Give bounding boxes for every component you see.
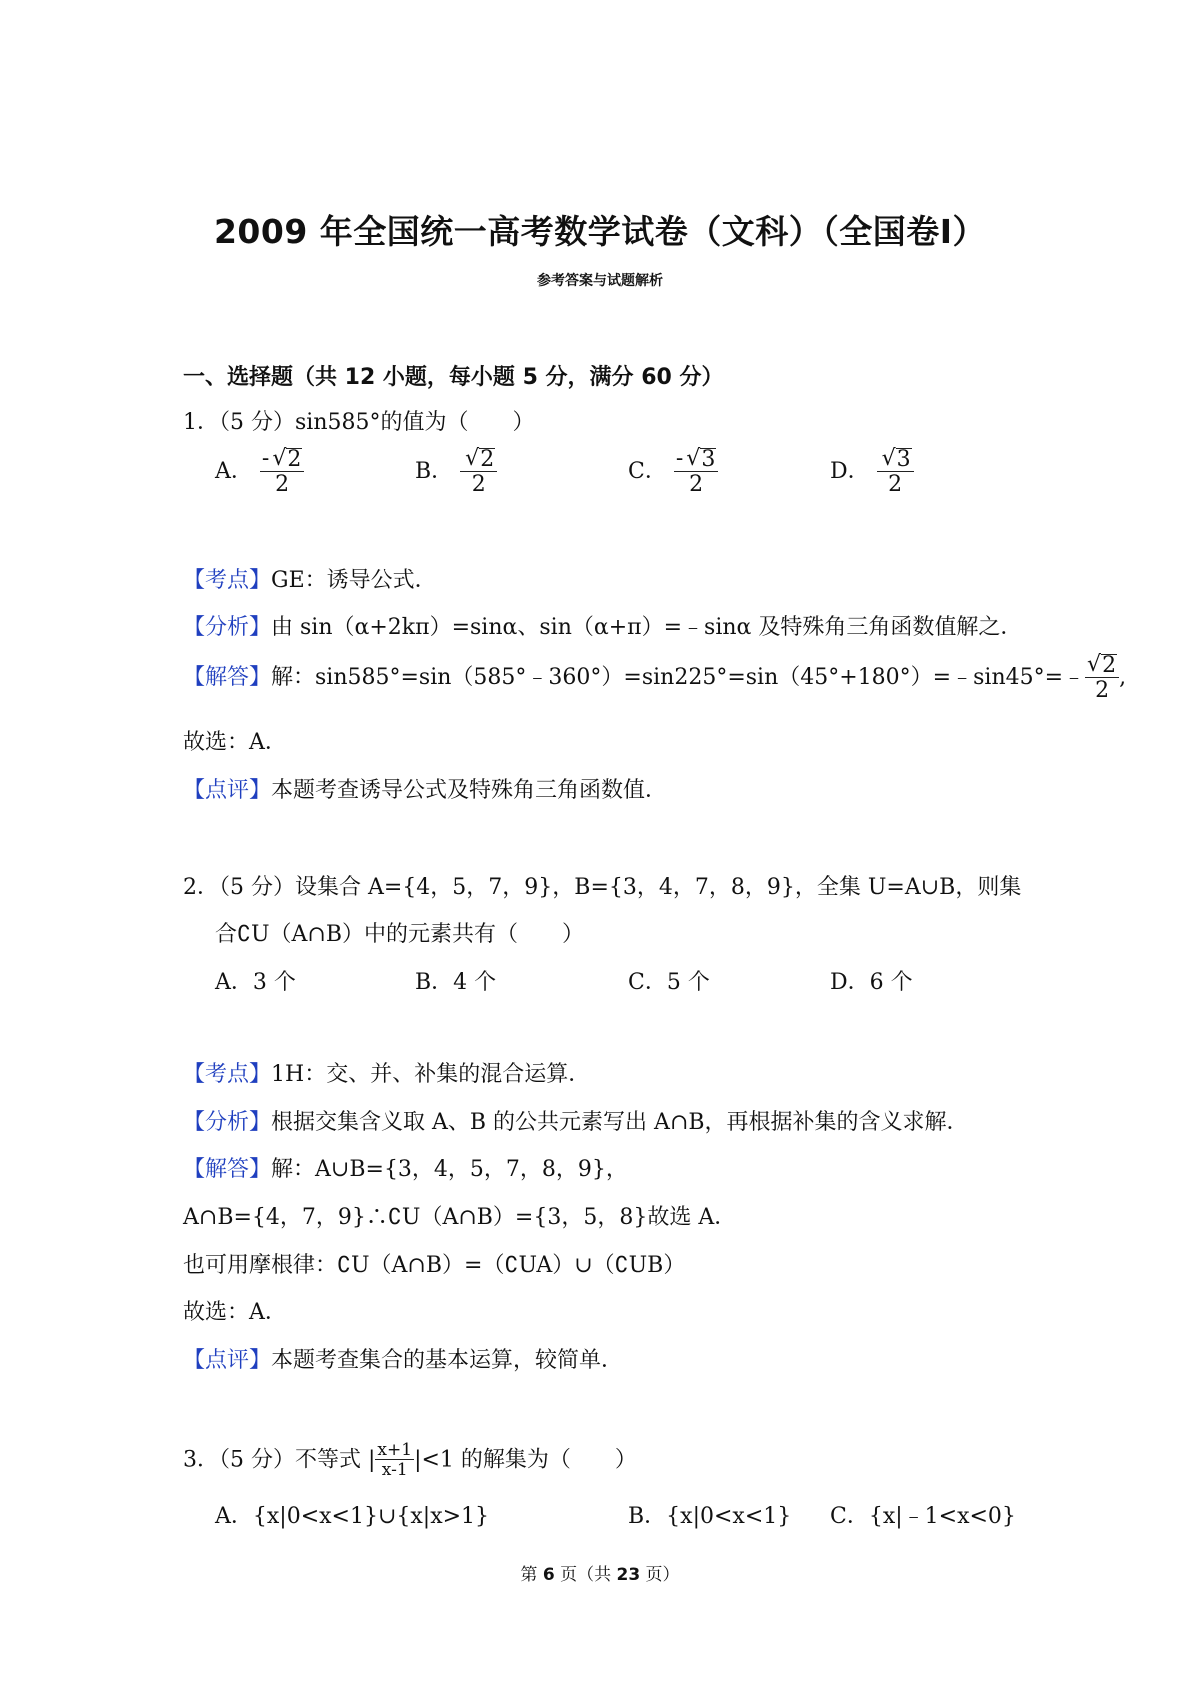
dianping-text: 本题考查集合的基本运算，较简单． — [271, 1348, 624, 1373]
q1-fenxi — [183, 613, 1022, 643]
page-footer — [0, 1560, 1200, 1585]
q1-kaodian — [183, 566, 437, 596]
page-subtitle: 参考答案与试题解析 — [537, 273, 663, 289]
fraction — [375, 1442, 414, 1479]
total-pages: 23 — [616, 1565, 641, 1585]
jieda-text: 解：sin585°=sin（585°﹣360°）=sin225°=sin（45°+180°）=﹣sin45°=﹣ — [271, 665, 1086, 690]
option-label: D． — [830, 459, 870, 484]
footer-pre: 第 — [520, 1565, 543, 1585]
fenxi-text: 由 sin（α+2kπ）=sinα、sin（α+π）=﹣sinα 及特殊角三角函数值解之． — [271, 615, 1023, 640]
q3-option-c: C．{x|﹣1<x<0} — [830, 1504, 1016, 1529]
numerator: x+1 — [377, 1440, 413, 1460]
dianping-tag: 【点评】 — [183, 778, 272, 803]
q2-jieda-line2: A∩B={4，7，9}∴∁U（A∩B）={3，5，8}故选 A． — [183, 1205, 737, 1230]
jieda-text: 解：A∪B={3，4，5，7，8，9}， — [271, 1157, 628, 1182]
fraction: √ 2 2 — [460, 448, 497, 496]
fraction: - √ 3 2 — [674, 448, 718, 496]
fraction: √ 2 2 — [1085, 654, 1119, 702]
q3-option-b: B．{x|0<x<1} — [628, 1504, 792, 1529]
q2-option-c: C．5 个 — [628, 970, 710, 995]
denominator: 2 — [1095, 678, 1110, 703]
q3-stem-post: |<1 的解集为（ ） — [414, 1447, 637, 1473]
q2-stem-line1: 2．（5 分）设集合 A={4，5，7，9}，B={3，4，7，8，9}，全集 U=A∪B，则集 — [183, 875, 1022, 900]
jieda-tag: 【解答】 — [183, 665, 272, 690]
radicand: 2 — [480, 447, 495, 472]
q3-stem — [183, 1442, 637, 1479]
q2-fenxi — [183, 1108, 969, 1138]
q3-option-a: A．{x|0<x<1}∪{x|x>1} — [215, 1504, 490, 1529]
q1-option-a — [215, 448, 304, 496]
fraction: √ 3 2 — [877, 448, 914, 496]
dianping-text: 本题考查诱导公式及特殊角三角函数值． — [271, 778, 668, 803]
current-page-number: 6 — [542, 1565, 555, 1585]
fenxi-tag: 【分析】 — [183, 615, 272, 640]
option-label: A． — [215, 459, 253, 484]
q1-stem: 1．（5 分）sin585°的值为（ ） — [183, 410, 535, 435]
fenxi-text: 根据交集含义取 A、B 的公共元素写出 A∩B，再根据补集的含义求解． — [271, 1110, 969, 1135]
denominator: 2 — [888, 472, 903, 497]
minus-sign: - — [261, 446, 270, 471]
jieda-tag: 【解答】 — [183, 1157, 272, 1182]
radicand: 3 — [701, 447, 716, 472]
q1-option-b — [415, 448, 497, 496]
denominator: 2 — [471, 472, 486, 497]
radicand: 2 — [287, 447, 302, 472]
q3-stem-pre: 3．（5 分）不等式 | — [183, 1447, 376, 1473]
kaodian-text: GE：诱导公式． — [271, 568, 437, 593]
q1-jieda — [183, 654, 1126, 702]
q1-option-d — [830, 448, 914, 496]
q2-jieda — [183, 1155, 628, 1185]
q1-option-c — [628, 448, 718, 496]
fenxi-tag: 【分析】 — [183, 1110, 272, 1135]
section-heading: 一、选择题（共 12 小题，每小题 5 分，满分 60 分） — [183, 365, 724, 390]
q2-option-d: D．6 个 — [830, 970, 913, 995]
q1-dianping — [183, 776, 667, 806]
q2-option-a: A．3 个 — [215, 970, 296, 995]
option-label: C． — [628, 459, 667, 484]
fraction: - √ 2 2 — [260, 448, 304, 496]
footer-mid: 页（共 — [554, 1565, 617, 1585]
q2-guxuan: 故选：A． — [183, 1300, 287, 1325]
denominator: 2 — [689, 472, 704, 497]
radicand: 3 — [896, 447, 911, 472]
jieda-end: , — [1119, 665, 1127, 690]
q2-dianping — [183, 1346, 623, 1376]
kaodian-tag: 【考点】 — [183, 1062, 272, 1087]
kaodian-tag: 【考点】 — [183, 568, 272, 593]
denominator: 2 — [275, 472, 290, 497]
q2-jieda-line3: 也可用摩根律：∁U（A∩B）=（∁UA）∪（∁UB） — [183, 1253, 686, 1278]
page-title: 2009 年全国统一高考数学试卷（文科）（全国卷Ⅰ） — [213, 212, 987, 251]
option-label: B． — [415, 459, 454, 484]
radicand: 2 — [1102, 653, 1117, 678]
minus-sign: - — [675, 446, 684, 471]
q2-kaodian — [183, 1060, 590, 1090]
dianping-tag: 【点评】 — [183, 1348, 272, 1373]
denominator: x-1 — [381, 1460, 408, 1480]
q2-option-b: B．4 个 — [415, 970, 497, 995]
kaodian-text: 1H：交、并、补集的混合运算． — [271, 1062, 591, 1087]
q2-stem-line2: 合∁U（A∩B）中的元素共有（ ） — [215, 922, 585, 947]
footer-post: 页） — [640, 1565, 680, 1585]
q1-guxuan: 故选：A． — [183, 730, 287, 755]
